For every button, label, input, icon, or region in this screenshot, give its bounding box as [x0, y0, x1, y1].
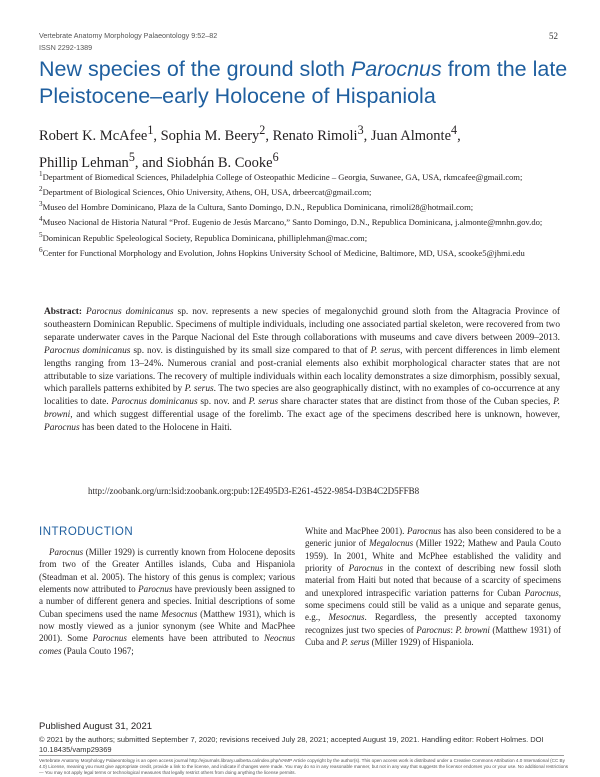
taxon-name: P. serus	[248, 397, 279, 408]
text-run: (Matthew 1931), which is now mostly viewed as a junior synonym (see White and MacPhee 2001). Some	[39, 608, 295, 644]
taxon-name: Parocnus	[92, 633, 127, 644]
journal-citation: Vertebrate Anatomy Morphology Palaeontology 9:52–82	[39, 31, 218, 40]
abstract-label: Abstract:	[44, 307, 83, 317]
taxon-name: P. serus	[370, 345, 401, 356]
affiliation: $^5$Dominican Republic Speleological Society, Republica Dominicana, philliplehman@mac.com;	[39, 230, 368, 243]
footer-rule	[39, 755, 564, 756]
title-genus: Parocnus	[350, 57, 442, 81]
abstract-body	[44, 307, 560, 433]
affiliations	[39, 168, 569, 259]
paper-title	[39, 56, 569, 110]
author: Robert K. McAfee$^1$,	[39, 123, 161, 144]
page-number: 52	[549, 31, 558, 41]
affiliation: $^6$Center for Functional Morphology and Evolution, Johns Hopkins University School of Medicine, Baltimore, MD, USA, scooke5@jhmi.edu	[39, 245, 525, 258]
text-run: (Matthew 1931) of Cuba and	[305, 624, 561, 648]
taxon-name: Parocnus dominicanus	[111, 397, 198, 408]
copyright-line: © 2021 by the authors; submitted September 7, 2020; revisions received July 28, 2021; accepted August 19, 2021. Handling editor: Robert Holmes. DOI 10.18435/vamp29369	[39, 735, 544, 754]
taxon-name: P. serus	[341, 637, 370, 648]
taxon-name: Parocnus	[49, 547, 84, 557]
author: Sophia M. Beery$^2$,	[160, 123, 273, 144]
published-date: Published August 31, 2021	[39, 721, 153, 732]
text-run: has been dated to the Holocene in Haiti.	[79, 423, 232, 434]
intro-column-left	[39, 546, 295, 657]
license-note: Vertebrate Anatomy Morphology Palaeontology is an open access journal http://ejournals.library.ualberta.ca/index.php/VAMP Article copyright by the author(s). This open access work is distributed under a Creative Commons Attribution 4.0 International (CC By 4.0) License, meaning you must give appropriate credit, provide a link to the license, and indicate if changes were made. You may do so in any reasonable manner, but not in any way that suggests the licensor endorses you or your use. No additional restrictions — You may not apply legal terms or technological measures that legally restrict others from doing anything the license permits.	[39, 758, 569, 776]
issn-line: ISSN 2292-1389	[39, 43, 93, 52]
taxon-name: Parocnus dominicanus	[44, 345, 131, 356]
taxon-name: Megalocnus	[369, 538, 414, 549]
text-run: in the context of describing new fossil sloth material from Haiti but noted that because of a scarcity of specimens and unexplored intraspecific variation patterns for Cuban	[305, 563, 561, 598]
text-run: , some specimens could still be valid as a unique and separate genus, e.g.,	[305, 587, 561, 623]
text-run: sp. nov. represents a new species of megalonychid ground sloth from the Altagracia Province of southeastern Dominican Republic. Specimens of multiple individuals, including one associated partial skeleton, were recovered from two separate underwater caves in the Parque Nacional del Este through collaborations with museums and cave divers between 2009–2013.	[44, 307, 561, 343]
affiliation: $^2$Department of Biological Sciences, Ohio University, Athens, OH, USA, drbeercat@gmail.com;	[39, 185, 372, 198]
title-part-2: from the late Pleistocene–early Holocene of Hispaniola	[39, 57, 568, 108]
taxon-name: Parocnus	[406, 526, 442, 536]
text-run: elements have been attributed to	[126, 633, 264, 644]
affiliation: $^3$Museo del Hombre Dominicano, Plaza de la Cultura, Santo Domingo, D.N., Republica Dominicana, rimoli28@hotmail.com;	[39, 200, 474, 213]
text-run: (Miller 1929) is currently known from Holocene deposits from two of the Greater Antilles islands, Cuba and Hispaniola (Steadman et al. 2005). The history of this genus is complex; various elements now attributed to	[39, 547, 295, 595]
text-run: (Miller 1922; Mathew and Paula Couto 1959). In 2001, White and McPhee established the validity and priority of	[305, 538, 561, 574]
taxon-name: Mesocnus	[161, 608, 198, 619]
taxon-name: Neocnus comes	[39, 633, 295, 656]
author: Renato Rimoli$^3$,	[272, 123, 371, 144]
zoobank-link[interactable]: http://zoobank.org/urn:lsid:zoobank.org:pub:12E495D3-E261-4522-9854-D3B4C2D5FFB8	[88, 486, 420, 496]
section-heading-introduction: INTRODUCTION	[39, 526, 134, 538]
text-run: (Paula Couto 1967;	[61, 645, 134, 656]
taxon-name: Parocnus	[44, 423, 80, 434]
text-run: have previously been assigned to a number of different genera and species. Initial descriptions of some Cuban specimens used the name	[39, 584, 296, 619]
taxon-name: Mesocnus	[328, 612, 365, 623]
taxon-name: Parocnus	[138, 584, 173, 595]
taxon-name: P. browni	[44, 397, 561, 421]
text-run: White and MacPhee 2001).	[305, 526, 407, 536]
author: Siobhán B. Cooke$^6$	[166, 149, 279, 171]
taxon-name: Parocnus dominicanus	[86, 307, 174, 317]
author-list	[39, 120, 569, 174]
affiliation: $^4$Museo Nacional de Historia Natural “Prof. Eugenio de Jesús Marcano,” Santo Domingo, D.N., Republica Dominicana, j.almonte@mnhn.gov.do;	[39, 215, 543, 228]
taxon-name: P. browni	[455, 624, 490, 635]
text-run: , with percent differences in limb element lengths ranging from 13–24%. Numerous cranial and post-cranial elements also exhibit morphological character states that are not attributable to size variations. The recovery of multiple individuals within each locality demonstrates a size dimorphism, possibly sexual, which parallels patterns exhibited by	[44, 345, 560, 395]
text-run: . Regardless, the presently accepted taxonomy recognizes just two species of	[305, 612, 561, 635]
text-run: share character states that are distinct from those of the Cuban species,	[278, 397, 554, 408]
author: Phillip Lehman$^5$, and	[39, 149, 167, 171]
taxon-name: Parocnus	[348, 563, 383, 574]
taxon-name: Parocnus	[416, 624, 451, 635]
abstract	[44, 306, 560, 435]
text-run: (Miller 1929) of Hispaniola.	[369, 637, 474, 648]
taxon-name: Parocnus	[524, 587, 559, 598]
taxon-name: P. serus	[184, 384, 214, 395]
affiliation: $^1$Department of Biomedical Sciences, Philadelphia College of Osteopathic Medicine – Georgia, Suwanee, GA, USA, rkmcafee@gmail.com;	[39, 170, 523, 182]
text-run: has also been considered to be a generic junior of	[305, 526, 561, 549]
text-run: , and which suggest differential usage of the forelimb. The exact age of the specimens described here is unknown, however,	[70, 410, 560, 421]
text-run: sp. nov. is distinguished by its small size compared to that of	[130, 345, 371, 356]
text-run: . The two species are also geographically distinct, with no examples of co-occurrence at any localities to date.	[44, 384, 560, 408]
author: Juan Almonte$^4$,	[370, 123, 461, 144]
text-run: sp. nov. and	[197, 397, 249, 408]
intro-column-right	[305, 525, 561, 648]
title-part-1: New species of the ground sloth	[39, 57, 351, 81]
text-run: :	[450, 624, 456, 635]
